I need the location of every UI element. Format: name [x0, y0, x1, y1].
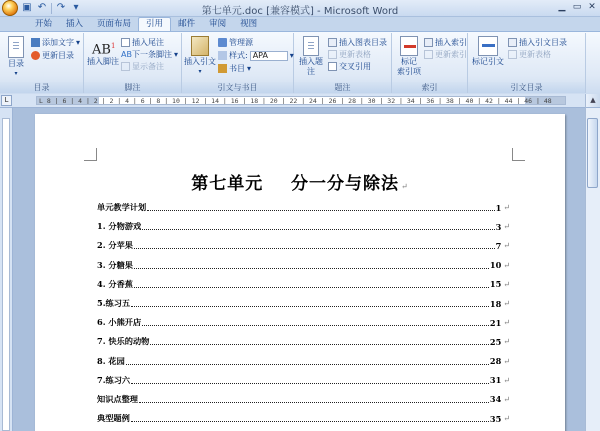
update-toc-button[interactable] — [31, 50, 74, 61]
update-index-label: 更新索引 — [435, 50, 467, 59]
save-icon[interactable]: ▣ — [22, 2, 32, 13]
toc-leader-dots — [131, 413, 489, 422]
paragraph-mark-icon: ↵ — [503, 356, 510, 366]
toc-entry-label: 1. 分物游戏 — [97, 221, 142, 232]
cross-reference-button[interactable] — [328, 61, 371, 72]
tab-selector-icon[interactable]: L — [1, 95, 12, 106]
manage-sources-button[interactable] — [218, 37, 253, 48]
chevron-down-icon[interactable]: ▾ — [289, 51, 294, 60]
ribbon — [0, 31, 600, 95]
document-canvas[interactable] — [13, 108, 586, 431]
show-notes-button[interactable] — [121, 61, 164, 72]
toc-entry[interactable] — [97, 236, 510, 255]
paragraph-mark-icon: ↵ — [503, 260, 510, 270]
toc-entry-page: 35 — [489, 413, 502, 424]
manage-sources-icon — [218, 38, 227, 47]
toc-leader-dots — [139, 394, 489, 403]
tab-home[interactable]: 开始 — [35, 19, 53, 29]
mark-entry-label-2: 索引项 — [397, 67, 421, 76]
close-icon[interactable]: ✕ — [588, 2, 596, 12]
style-icon — [218, 51, 227, 60]
mark-entry-label: 标记 — [401, 57, 417, 66]
toc-icon — [8, 36, 24, 58]
paragraph-mark-icon: ↵ — [503, 241, 510, 251]
footnote-icon: $AB^1$ — [92, 42, 116, 58]
toc-button-label: 目录 — [8, 59, 24, 68]
group-index — [392, 33, 468, 93]
toc-entry[interactable] — [97, 313, 510, 332]
show-notes-icon — [121, 62, 130, 71]
toc-entry-label: 知识点整理 — [97, 393, 138, 404]
insert-index-icon — [424, 38, 433, 47]
toc-entry-page: 15 — [489, 279, 502, 290]
bibliography-label: 书目 — [229, 64, 245, 73]
insert-endnote-button[interactable] — [121, 37, 164, 48]
scroll-thumb[interactable] — [587, 118, 598, 188]
toc-leader-dots — [147, 202, 494, 211]
toc-entry-page: 25 — [489, 336, 502, 347]
ribbon-tabs — [0, 17, 600, 31]
style-selector[interactable] — [218, 50, 294, 61]
toc-entry[interactable] — [97, 275, 510, 294]
redo-icon[interactable]: ↷ — [56, 2, 66, 13]
cross-reference-icon — [328, 62, 337, 71]
next-footnote-button[interactable]: AB 下一条脚注 ▾ — [121, 50, 179, 59]
manage-sources-label: 管理源 — [229, 38, 253, 47]
group-table-of-authorities — [468, 33, 586, 93]
maximize-icon[interactable]: ▭ — [572, 2, 582, 12]
paragraph-mark-icon: ↵ — [503, 318, 510, 328]
paragraph-mark-icon: ↵ — [503, 203, 510, 213]
add-text-icon — [31, 38, 40, 47]
update-table-button[interactable] — [328, 49, 371, 60]
group-toc — [0, 33, 84, 93]
toc-leader-dots — [142, 221, 494, 230]
dropdown-arrow-icon: ▾ — [14, 70, 18, 77]
insert-index-button[interactable] — [424, 37, 467, 48]
insert-caption-label: 插入题注 — [299, 57, 323, 76]
update-table-label: 更新表格 — [339, 50, 371, 59]
toc-entry[interactable] — [97, 371, 510, 390]
style-dropdown[interactable]: APA — [250, 51, 288, 61]
group-label-citations: 引文与书目 — [182, 82, 293, 93]
toc-entry[interactable] — [97, 352, 510, 371]
toc-entry-label: 2. 分苹果 — [97, 240, 133, 251]
tab-mailings[interactable]: 邮件 — [178, 19, 196, 29]
minimize-icon[interactable]: ▁ — [558, 2, 566, 12]
vertical-ruler[interactable] — [0, 108, 13, 431]
crop-mark-top-right — [512, 148, 525, 161]
toc-entry-label: 8. 花园 — [97, 355, 125, 366]
undo-icon[interactable]: ↶ — [37, 2, 47, 13]
paragraph-mark-icon: ↵ — [503, 337, 510, 347]
insert-index-label: 插入索引 — [435, 38, 467, 47]
insert-table-of-figures-button[interactable] — [328, 37, 387, 48]
mark-citation-label: 标记引文 — [472, 57, 504, 66]
group-label-captions: 题注 — [294, 82, 391, 93]
toc-entry-page: 10 — [489, 260, 502, 271]
toc-entry[interactable] — [97, 332, 510, 351]
paragraph-mark-icon: ↵ — [503, 222, 510, 232]
customize-toolbar-icon[interactable]: ▾ — [73, 2, 79, 13]
insert-table-of-figures-label: 插入图表目录 — [339, 38, 387, 47]
tab-insert[interactable]: 插入 — [66, 19, 84, 29]
toc-button[interactable] — [4, 36, 28, 79]
ruler-ticks: L 8 | 6 | 4 | 2 | 2 | 4 | 6 | 8 | 10 | 12 | 14 | 16 | 18 | 20 | 22 | 24 | 26 | 28 | 30 | 32 | 34 | 36 | 38 | 40 | 42 | 44 | 46 | 48 — [39, 97, 552, 105]
style-label: 样式: — [229, 51, 248, 60]
update-index-icon — [424, 50, 433, 59]
paragraph-mark-icon: ↵ — [503, 299, 510, 309]
toc-entry-page: 34 — [489, 394, 502, 405]
toc-entry-label: 3. 分糖果 — [97, 259, 133, 270]
group-label-index: 索引 — [392, 82, 467, 93]
ruler-scale — [36, 96, 566, 105]
mark-entry-button[interactable] — [394, 36, 424, 77]
table-of-figures-icon — [328, 38, 337, 47]
bibliography-button[interactable]: 书目 ▾ — [218, 63, 251, 74]
toc-entry[interactable] — [97, 409, 510, 428]
paragraph-mark-icon: ↵ — [503, 414, 510, 424]
toc-leader-dots — [131, 375, 489, 384]
mark-citation-button[interactable] — [470, 36, 506, 67]
group-label-toc: 目录 — [0, 82, 83, 93]
insert-caption-button[interactable] — [296, 36, 326, 77]
window-title: 第七单元.doc [兼容模式] - Microsoft Word — [201, 6, 399, 17]
toc-entry-label: 7. 快乐的动物 — [97, 336, 150, 347]
tab-view[interactable]: 视图 — [240, 19, 258, 29]
toc-entry-label: 6. 小熊开店 — [97, 317, 142, 328]
insert-footnote-label: 插入脚注 — [87, 57, 119, 66]
next-footnote-icon: AB — [121, 50, 132, 59]
insert-footnote-button[interactable] — [86, 36, 120, 67]
update-toa-button[interactable] — [508, 49, 551, 60]
tab-review[interactable]: 审阅 — [209, 19, 227, 29]
toc-entry[interactable] — [97, 198, 510, 217]
dropdown-arrow-icon: ▾ — [198, 68, 202, 75]
toc-entry-page: 3 — [495, 221, 502, 232]
toc-entry-page: 21 — [489, 317, 502, 328]
add-text-button[interactable]: 添加文字 ▾ — [31, 37, 80, 48]
scroll-up-icon[interactable]: ▲ — [586, 94, 600, 108]
toc-entry-page: 7 — [495, 240, 502, 251]
update-icon — [31, 51, 40, 60]
toc-leader-dots — [134, 279, 489, 288]
mark-citation-icon — [478, 36, 498, 56]
update-toc-label: 更新目录 — [42, 51, 74, 60]
toc-entry-label: 7.练习六 — [97, 374, 131, 385]
paragraph-mark-icon: ↵ — [503, 279, 510, 289]
toc-entry-label: 4. 分香蕉 — [97, 278, 133, 289]
group-footnotes — [84, 33, 182, 93]
document-page[interactable] — [35, 114, 565, 431]
group-label-toa: 引文目录 — [468, 82, 585, 93]
toc-leader-dots — [150, 336, 489, 345]
add-text-label: 添加文字 — [42, 38, 74, 47]
toc-leader-dots — [134, 260, 489, 269]
cross-reference-label: 交叉引用 — [339, 62, 371, 71]
mark-entry-icon — [400, 36, 418, 56]
update-toa-label: 更新表格 — [519, 50, 551, 59]
group-label-footnotes: 脚注 — [84, 82, 181, 93]
toc-entry[interactable] — [97, 390, 510, 409]
insert-citation-label: 插入引文 — [184, 57, 216, 66]
document-title — [35, 169, 565, 194]
insert-toa-button[interactable] — [508, 37, 567, 48]
citation-icon — [191, 36, 209, 56]
endnote-icon — [121, 38, 130, 47]
paragraph-mark-icon: ↵ — [400, 182, 409, 191]
toc-leader-dots — [126, 356, 489, 365]
update-toa-icon — [508, 50, 517, 59]
toc-entry-label: 典型题例 — [97, 413, 130, 424]
toc-entry-page: 31 — [489, 375, 502, 386]
toc-entry[interactable] — [97, 217, 510, 236]
toc-entry[interactable] — [97, 256, 510, 275]
tab-references[interactable]: 引用 — [138, 17, 171, 31]
insert-toa-label: 插入引文目录 — [519, 38, 567, 47]
toc-entry-page: 1 — [495, 202, 502, 213]
bibliography-icon — [218, 64, 227, 73]
insert-toa-icon — [508, 38, 517, 47]
toc-entry-label: 5.练习五 — [97, 298, 131, 309]
group-citations — [182, 33, 294, 93]
toc-leader-dots — [131, 298, 489, 307]
document-title-text: 第七单元 分一分与除法 — [191, 174, 399, 194]
toc-entry-page: 18 — [489, 298, 502, 309]
toc-leader-dots — [134, 240, 495, 249]
insert-citation-button[interactable] — [184, 36, 216, 77]
insert-endnote-label: 插入尾注 — [132, 38, 164, 47]
vertical-scrollbar[interactable] — [585, 94, 600, 431]
table-of-contents — [97, 198, 510, 428]
vertical-ruler-scale — [2, 118, 10, 431]
toc-leader-dots — [142, 317, 489, 326]
paragraph-mark-icon: ↵ — [503, 375, 510, 385]
show-notes-label: 显示备注 — [132, 62, 164, 71]
crop-mark-top-left — [84, 148, 97, 161]
update-table-icon — [328, 50, 337, 59]
caption-icon — [303, 36, 319, 56]
toc-entry[interactable] — [97, 294, 510, 313]
update-index-button[interactable] — [424, 49, 467, 60]
toc-entry-label: 单元教学计划 — [97, 202, 147, 213]
group-captions — [294, 33, 392, 93]
next-footnote-label: 下一条脚注 — [132, 50, 172, 59]
paragraph-mark-icon: ↵ — [503, 394, 510, 404]
toc-entry-page: 28 — [489, 356, 502, 367]
tab-page-layout[interactable]: 页面布局 — [97, 19, 132, 29]
horizontal-ruler[interactable] — [0, 94, 600, 108]
title-bar — [0, 0, 600, 17]
